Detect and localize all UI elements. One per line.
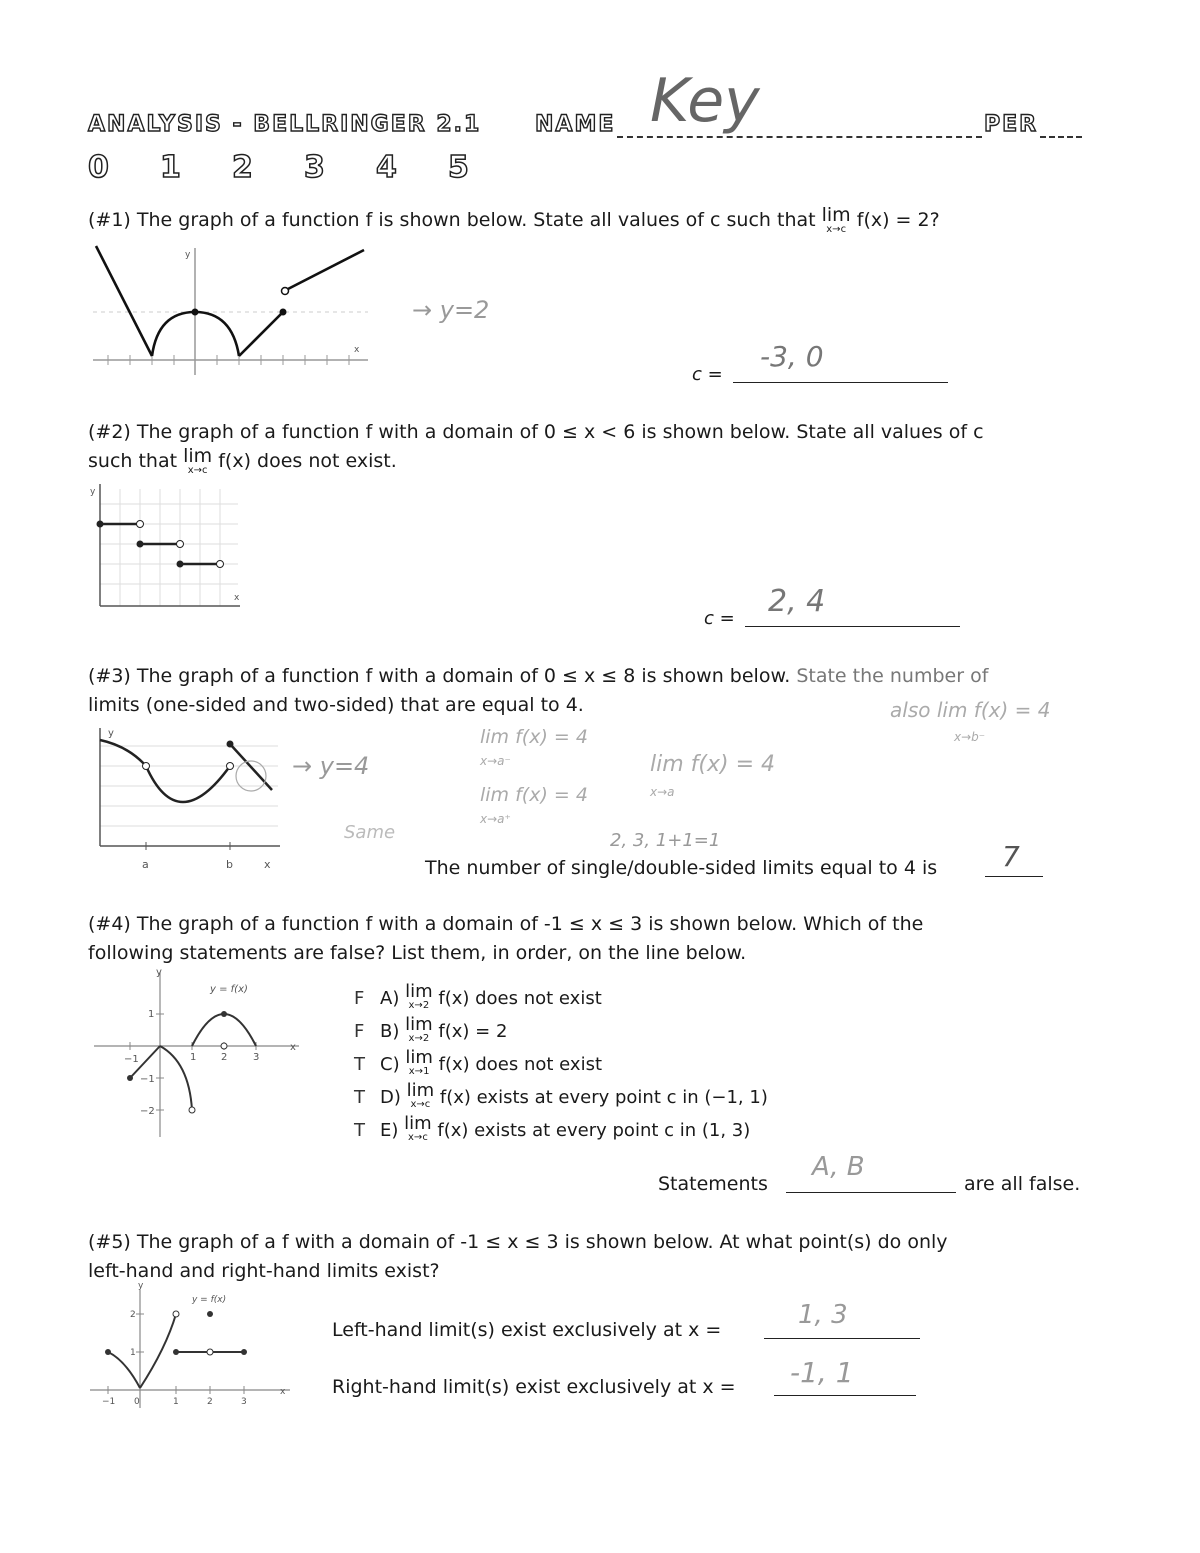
name-handwritten: Key [650,66,760,136]
svg-text:0: 0 [134,1397,140,1407]
period-field-line [1040,136,1082,138]
svg-text:x: x [280,1387,286,1397]
q5-text-line2: left-hand and right-hand limits exist? [88,1260,440,1282]
q4-mark-d: T [354,1087,365,1108]
svg-text:x: x [354,345,360,355]
q3-axis-x: x [264,858,271,871]
q5-number: (#5) [88,1231,131,1253]
svg-text:−1: −1 [102,1397,116,1407]
q5-prompt [88,1228,1118,1286]
q4-answer[interactable]: A, B [812,1152,865,1182]
q4-text-line2: following statements are false? List them, in order, on the line below. [88,942,747,964]
q5-right-answer[interactable]: -1, 1 [790,1356,854,1389]
q4-mark-e: T [354,1120,365,1141]
q3-number: (#3) [88,665,131,687]
q1-answer-label: c = [692,364,723,385]
q5-left-label: Left-hand limit(s) exist exclusively at x = [332,1319,722,1341]
svg-text:1: 1 [190,1052,197,1063]
q3-text-line2: limits (one-sided and two-sided) that are equal to 4. [88,694,584,716]
q5-right-answer-line [774,1395,916,1396]
q4-graph [94,967,304,1142]
svg-text:x: x [290,1042,296,1053]
q5-text-line1: The graph of a f with a domain of -1 ≤ x ≤ 3 is shown below. At what point(s) do only [136,1231,948,1253]
svg-text:−1: −1 [140,1074,155,1085]
q5-left-answer-line [764,1338,920,1339]
q4-number: (#4) [88,913,131,935]
svg-text:2: 2 [221,1052,228,1063]
q5-graph [90,1281,300,1418]
q4-statement-c: T C) lim x→1 f(x) does not exist [354,1048,768,1081]
q4-statement-b: F B) lim x→2 f(x) = 2 [354,1015,768,1048]
svg-text:1: 1 [173,1397,179,1407]
q4-statement-d: T D) lim x→c f(x) exists at every point c in (−1, 1) [354,1081,768,1114]
q3-axis-y: y [108,728,114,739]
q1-text: The graph of a function f is shown below. State all values of c such that [136,209,816,231]
q4-mark-c: T [354,1054,365,1075]
q1-handwritten-note: → y=2 [412,296,490,324]
svg-text:y: y [138,1281,144,1291]
q4-statements [354,982,768,1147]
q4-result-prefix: Statements [658,1173,768,1195]
score-5: 5 [448,150,469,185]
q1-answer-line [733,382,948,383]
q3-note-y: → y=4 [292,752,370,780]
q4-text-line1: The graph of a function f with a domain of -1 ≤ x ≤ 3 is shown below. Which of the [136,913,924,935]
q3-answer-line [985,876,1043,877]
q1-number: (#1) [88,209,131,231]
q3-note-left: lim f(x) = 4 x→a⁻ [480,726,588,768]
svg-text:1: 1 [148,1009,155,1020]
q3-note-count: 2, 3, 1+1=1 [610,830,721,851]
q3-graph [88,728,288,878]
svg-text:3: 3 [253,1052,260,1063]
svg-text:y: y [156,967,162,978]
q2-answer-label: c = [704,608,735,629]
svg-text:−2: −2 [140,1106,155,1117]
score-4: 4 [376,150,397,185]
svg-text:1: 1 [130,1348,136,1358]
q1-graph [88,240,388,380]
score-3: 3 [304,150,325,185]
q2-limit: lim x→c [183,445,213,476]
svg-text:y: y [185,250,191,260]
q3-text-line1b: State the number of [796,665,989,687]
svg-text:y: y [90,487,96,497]
q4-graph-label: y = f(x) [210,984,248,995]
q2-text-line2b: f(x) does not exist. [218,450,397,472]
q5-left-answer[interactable]: 1, 3 [798,1300,848,1330]
q3-text-line1a: The graph of a function f with a domain of 0 ≤ x ≤ 8 is shown below. [136,665,791,687]
score-2: 2 [232,150,253,185]
q3-axis-b: b [226,858,233,871]
svg-text:2: 2 [130,1310,136,1320]
q3-note-same: Same [344,822,396,843]
q4-answer-line [786,1192,956,1193]
score-row [88,150,520,185]
q2-answer-line [745,626,960,627]
q4-mark-a: F [354,988,365,1009]
q5-graph-label: y = f(x) [192,1295,227,1305]
score-0: 0 [88,150,109,185]
name-label: NAME [535,112,616,137]
q2-text-line2a: such that [88,450,178,472]
q3-note-right: lim f(x) = 4 x→a⁺ [480,784,588,826]
q5-right-label: Right-hand limit(s) exist exclusively at x = [332,1376,736,1398]
q2-prompt [88,418,1118,476]
q2-text-line1: The graph of a function f with a domain of 0 ≤ x < 6 is shown below. State all values of c [136,421,984,443]
q1-prompt [88,206,1108,235]
q4-mark-b: F [354,1021,365,1042]
q1-limit: lim x→c [821,204,851,235]
q1-lim-expr: f(x) = 2? [856,209,940,231]
q3-note-two: lim f(x) = 4 x→a [650,752,775,799]
q1-answer[interactable]: -3, 0 [760,340,824,373]
q3-answer[interactable]: 7 [1002,840,1020,873]
q4-statement-a: F A) lim x→2 f(x) does not exist [354,982,768,1015]
q4-statement-e: T E) lim x→c f(x) exists at every point c in (1, 3) [354,1114,768,1147]
name-field-line [617,136,982,138]
score-1: 1 [160,150,181,185]
q2-graph [88,484,248,624]
q3-axis-a: a [142,858,149,871]
svg-text:−1: −1 [124,1054,139,1065]
q3-result-text: The number of single/double-sided limits equal to 4 is [425,857,938,879]
q4-result-suffix: are all false. [964,1173,1081,1195]
q2-answer[interactable]: 2, 4 [768,584,826,619]
svg-text:2: 2 [207,1397,213,1407]
worksheet-title: ANALYSIS - BELLRINGER 2.1 [88,112,482,137]
svg-text:x: x [234,593,240,603]
q2-number: (#2) [88,421,131,443]
svg-text:3: 3 [241,1397,247,1407]
q4-prompt [88,910,1118,968]
period-label: PER [984,112,1039,137]
q3-note-also: also lim f(x) = 4 x→b⁻ [890,698,1051,744]
